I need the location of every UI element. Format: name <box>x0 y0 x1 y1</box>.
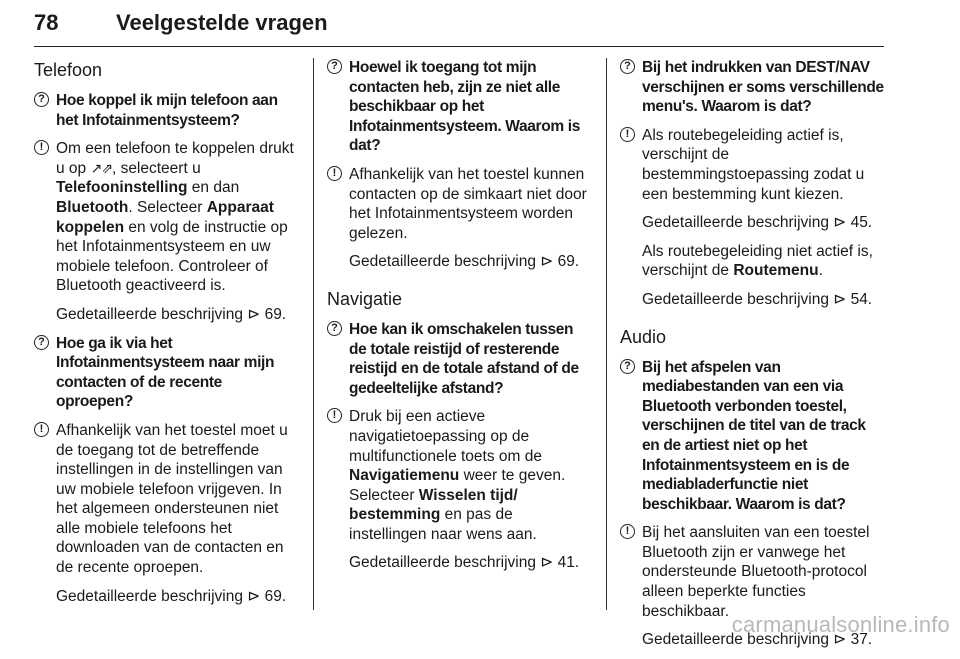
question-text: Bij het afspelen van mediabestanden van een via Bluetooth verbonden toestel, verschijnen de titel van de track en de artiest niet op het Infotainmentsysteem en is de mediabladerfunctie niet beschikbaar. Waarom is dat? <box>642 358 866 513</box>
question-text: Hoe koppel ik mijn telefoon aan het Infotainmentsysteem? <box>56 92 278 129</box>
question-block <box>327 58 591 156</box>
page-title: Veelgestelde vragen <box>116 10 328 35</box>
menu-term: Navigatiemenu <box>349 467 460 485</box>
exclamation-icon: ! <box>327 408 342 423</box>
question-icon: ? <box>34 335 49 350</box>
cross-reference: Gedetailleerde beschrijving ⊳ 69. <box>56 587 287 605</box>
answer-text: Afhankelijk van het toestel moet u de toegang tot de betreffende instellingen in de instellingen van uw mobiele telefoon vrijgeven. In het algemeen ondersteunen niet alle mobiele telefoons het downloaden van de contacten en de recente oproepen. <box>56 421 288 577</box>
cross-reference: Gedetailleerde beschrijving ⊳ 69. <box>56 305 287 323</box>
answer-block <box>327 407 591 544</box>
question-icon: ? <box>327 321 342 336</box>
menu-term: Bluetooth <box>56 198 129 216</box>
cross-reference: Gedetailleerde beschrijving ⊳ 54. <box>642 290 873 308</box>
question-icon: ? <box>620 59 635 74</box>
question-icon: ? <box>327 59 342 74</box>
page-number: 78 <box>34 10 59 35</box>
answer-text: Bij het aansluiten van een toestel Bluetooth zijn er vanwege het ondersteunde Bluetooth-protocol alleen beperkte functies beschikbaar. <box>642 524 870 620</box>
answer-text: en dan <box>187 179 240 197</box>
column-1 <box>34 58 302 615</box>
cross-reference: Gedetailleerde beschrijving ⊳ 45. <box>642 214 873 232</box>
answer-text: Om een telefoon te koppelen drukt u op <box>56 140 294 177</box>
answer-block <box>620 126 886 204</box>
menu-term: Apparaat koppelen <box>56 198 274 236</box>
page-header <box>34 6 884 47</box>
question-icon: ? <box>34 92 49 107</box>
answer-text <box>642 242 886 281</box>
cross-reference: Gedetailleerde beschrijving ⊳ 69. <box>349 253 580 271</box>
answer-block <box>327 165 591 243</box>
question-block <box>34 334 302 412</box>
answer-text: en volg de instructie op het Infotainmentsysteem en uw mobiele telefoon. Controleer of Bluetooth geactiveerd is. <box>56 218 288 295</box>
question-icon: ? <box>620 359 635 374</box>
exclamation-icon: ! <box>620 524 635 539</box>
answer-text: en pas de instellingen naar wens aan. <box>349 506 537 543</box>
exclamation-icon: ! <box>34 422 49 437</box>
cross-reference: Gedetailleerde beschrijving ⊳ 37. <box>642 631 873 649</box>
section-heading-telefoon: Telefoon <box>34 60 103 80</box>
answer-text: Druk bij een actieve navigatietoepassing op de multifunctionele toets om de <box>349 408 542 465</box>
column-divider <box>606 58 607 610</box>
question-block <box>620 358 886 515</box>
answer-text: weer te geven. Selecteer <box>349 467 566 504</box>
question-block <box>327 320 591 398</box>
column-2 <box>327 58 591 582</box>
question-text: Hoe ga ik via het Infotainmentsysteem naar mijn contacten of de recente oproepen? <box>56 334 275 411</box>
section-heading-audio: Audio <box>620 326 667 347</box>
menu-term: Wisselen tijd/ bestemming <box>349 486 518 524</box>
answer-text: Afhankelijk van het toestel kunnen contacten op de simkaart niet door het Infotainmentsysteem worden gelezen. <box>349 165 587 242</box>
answer-block <box>620 523 886 621</box>
menu-term: Telefooninstelling <box>56 179 188 197</box>
answer-text: Als routebegeleiding actief is, verschijnt de bestemmingstoepassing zodat u een bestemming kunt kiezen. <box>642 126 865 203</box>
answer-block <box>34 139 302 296</box>
answer-block <box>34 421 302 578</box>
answer-text: Als routebegeleiding niet actief is, verschijnt de <box>642 242 873 280</box>
answer-text: . Selecteer <box>128 198 207 216</box>
question-text: Hoe kan ik omschakelen tussen de totale reistijd of resterende reistijd en de totale afstand of de gedeeltelijke afstand? <box>349 320 579 397</box>
question-block <box>34 91 302 130</box>
answer-text: , selecteert u <box>111 159 201 177</box>
column-3 <box>620 58 886 659</box>
exclamation-icon: ! <box>34 140 49 155</box>
cross-reference: Gedetailleerde beschrijving ⊳ 41. <box>349 554 580 572</box>
watermark: carmanualsonline.info <box>731 612 950 637</box>
exclamation-icon: ! <box>327 166 342 181</box>
answer-text: . <box>818 262 823 280</box>
question-text: Hoewel ik toegang tot mijn contacten heb, zijn ze niet alle beschikbaar op het Infotainmentsysteem. Waarom is dat? <box>349 59 580 155</box>
question-block <box>620 58 886 117</box>
exclamation-icon: ! <box>620 127 635 142</box>
section-heading-navigatie: Navigatie <box>327 288 403 309</box>
phone-button-icon: ↗⇗ <box>90 159 112 176</box>
column-divider <box>313 58 314 610</box>
menu-term: Routemenu <box>733 262 819 280</box>
question-text: Bij het indrukken van DEST/NAV verschijnen er soms verschillende menu's. Waarom is dat? <box>642 59 884 116</box>
